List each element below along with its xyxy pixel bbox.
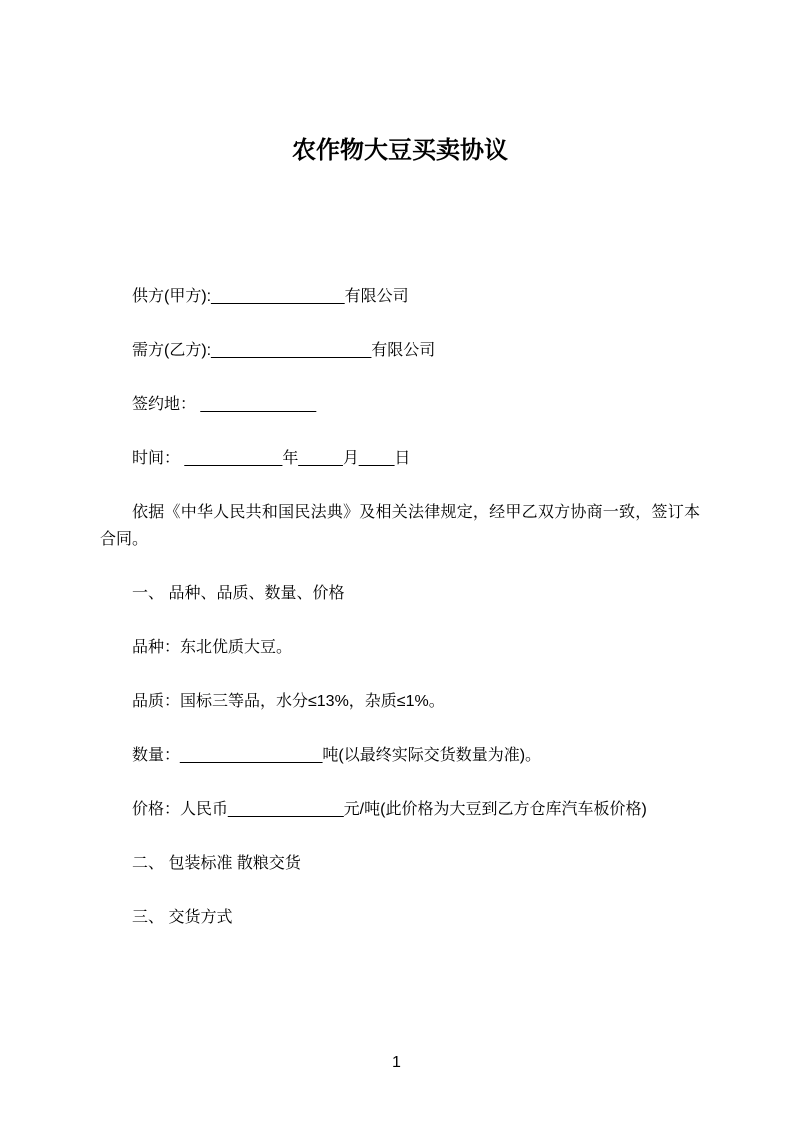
paragraph-variety: 品种：东北优质大豆。 <box>132 639 293 656</box>
page-number: 1 <box>392 1054 401 1071</box>
paragraph-buyer-line: 需方(乙方):__________________有限公司 <box>132 342 436 359</box>
paragraph-signing-place: 签约地： _____________ <box>132 396 317 413</box>
paragraph-quality: 品质：国标三等品，水分≤13%，杂质≤1%。 <box>132 693 445 710</box>
paragraph-supplier-line: 供方(甲方):_______________有限公司 <box>132 288 409 305</box>
heading-section-1: 一、 品种、品质、数量、价格 <box>132 585 345 602</box>
heading-section-3: 三、 交货方式 <box>132 909 233 926</box>
document-title: 农作物大豆买卖协议 <box>292 137 508 164</box>
heading-section-2: 二、 包装标准 散粮交货 <box>132 855 301 872</box>
paragraph-quantity: 数量：________________吨(以最终实际交货数量为准)。 <box>132 747 542 764</box>
paragraph-date-line: 时间： ___________年_____月____日 <box>132 450 411 467</box>
paragraph-price: 价格：人民币_____________元/吨(此价格为大豆到乙方仓库汽车板价格) <box>132 801 647 818</box>
paragraph-preamble: 依据《中华人民共和国民法典》及相关法律规定，经甲乙双方协商一致，签订本合同。 <box>100 504 700 548</box>
